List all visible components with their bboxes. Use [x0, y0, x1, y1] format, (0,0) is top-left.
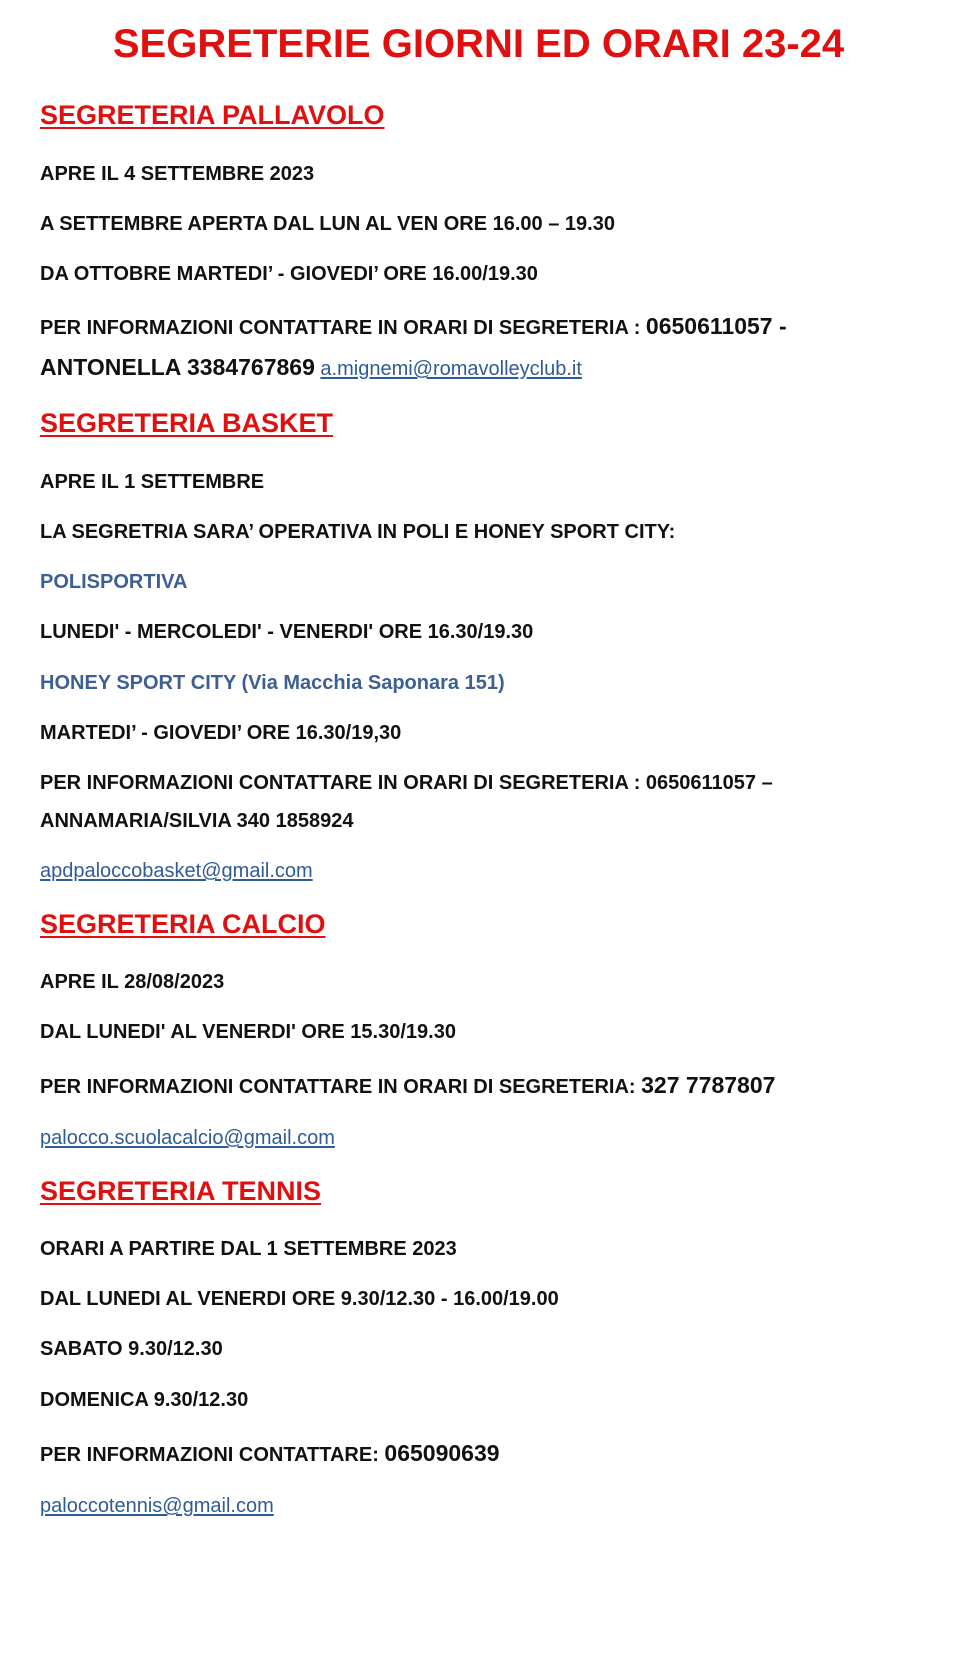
- tennis-schedule-start: ORARI A PARTIRE DAL 1 SETTEMBRE 2023: [40, 1238, 457, 1260]
- basket-email-line: [40, 860, 313, 883]
- pallavolo-october-hours: DA OTTOBRE MARTEDI’ - GIOVEDI’ ORE 16.00/19.30: [40, 263, 538, 285]
- pallavolo-opening-date: APRE IL 4 SETTEMBRE 2023: [40, 163, 315, 185]
- tennis-email-link[interactable]: paloccotennis@gmail.com: [40, 1495, 274, 1517]
- calcio-info-text: PER INFORMAZIONI CONTATTARE IN ORARI DI SEGRETERIA:: [40, 1076, 642, 1098]
- pallavolo-email-link[interactable]: a.mignemi@romavolleyclub.it: [320, 358, 582, 380]
- tennis-info-text: PER INFORMAZIONI CONTATTARE:: [40, 1444, 385, 1466]
- basket-polisportiva-hours: LUNEDI' - MERCOLEDI' - VENERDI' ORE 16.30/19.30: [40, 621, 534, 643]
- calcio-email-link[interactable]: palocco.scuolacalcio@gmail.com: [40, 1127, 335, 1149]
- basket-contact: ANNAMARIA/SILVIA 340 1858924: [40, 810, 354, 832]
- pallavolo-info-phone: 0650611057 -: [645, 313, 787, 339]
- pallavolo-september-hours: A SETTEMBRE APERTA DAL LUN AL VEN ORE 16.00 – 19.30: [40, 213, 615, 235]
- calcio-info-line: [40, 1072, 775, 1099]
- tennis-info-line: [40, 1440, 500, 1467]
- basket-email-link[interactable]: apdpaloccobasket@gmail.com: [40, 860, 313, 882]
- basket-venue-polisportiva: POLISPORTIVA: [40, 571, 188, 593]
- calcio-info-phone: 327 7787807: [641, 1072, 776, 1098]
- basket-opening-date: APRE IL 1 SETTEMBRE: [40, 471, 265, 493]
- tennis-email-line: [40, 1495, 274, 1518]
- section-heading-tennis: SEGRETERIA TENNIS: [40, 1176, 322, 1206]
- pallavolo-info-line: [40, 313, 787, 340]
- basket-operative-note: LA SEGRETRIA SARA’ OPERATIVA IN POLI E HONEY SPORT CITY:: [40, 521, 676, 543]
- section-heading-pallavolo: SEGRETERIA PALLAVOLO: [40, 100, 385, 130]
- calcio-email-line: [40, 1127, 335, 1150]
- calcio-hours: DAL LUNEDI' AL VENERDI' ORE 15.30/19.30: [40, 1021, 456, 1043]
- basket-honey-hours: MARTEDI’ - GIOVEDI’ ORE 16.30/19,30: [40, 722, 402, 744]
- calcio-opening-date: APRE IL 28/08/2023: [40, 971, 225, 993]
- tennis-weekday-hours: DAL LUNEDI AL VENERDI ORE 9.30/12.30 - 16.00/19.00: [40, 1288, 559, 1310]
- page-title: SEGRETERIE GIORNI ED ORARI 23-24: [112, 22, 845, 66]
- pallavolo-info-text: PER INFORMAZIONI CONTATTARE IN ORARI DI SEGRETERIA :: [40, 317, 646, 339]
- tennis-info-phone: 065090639: [384, 1440, 500, 1466]
- section-heading-calcio: SEGRETERIA CALCIO: [40, 909, 326, 939]
- tennis-saturday-hours: SABATO 9.30/12.30: [40, 1338, 223, 1360]
- basket-info-line: PER INFORMAZIONI CONTATTARE IN ORARI DI SEGRETERIA : 0650611057 –: [40, 772, 773, 794]
- tennis-sunday-hours: DOMENICA 9.30/12.30: [40, 1389, 249, 1411]
- pallavolo-contact-line: [40, 354, 582, 381]
- basket-venue-honey-sport-city: HONEY SPORT CITY (Via Macchia Saponara 151): [40, 672, 505, 694]
- section-heading-basket: SEGRETERIA BASKET: [40, 408, 334, 438]
- pallavolo-contact: ANTONELLA 3384767869: [40, 354, 315, 380]
